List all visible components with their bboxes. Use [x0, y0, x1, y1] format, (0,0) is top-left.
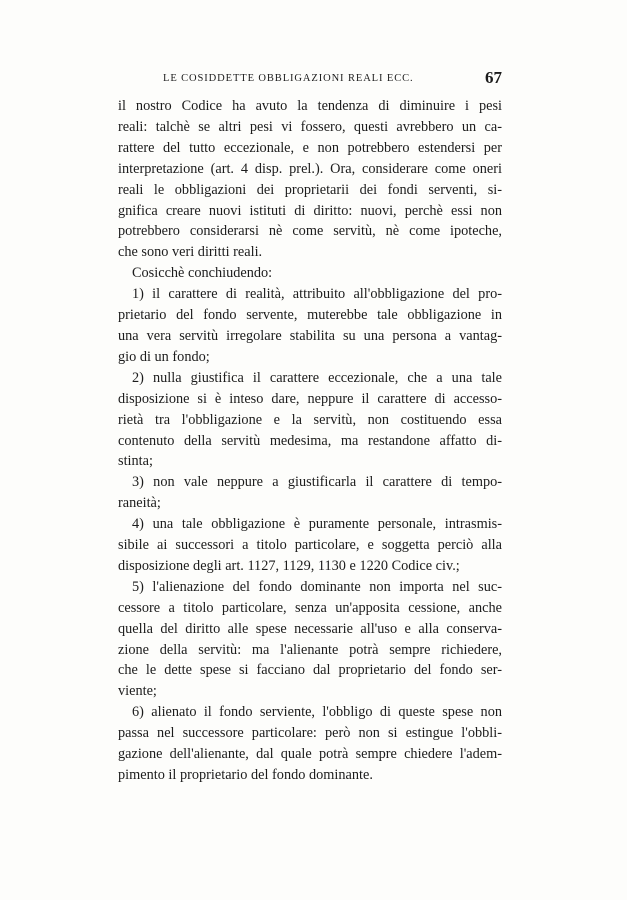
text-line: una vera servitù irregolare stabilita su una persona a vantag-: [118, 327, 502, 344]
text-line: 4) una tale obbligazione è puramente personale, intrasmis-: [132, 516, 502, 533]
text-line: gnifica creare nuovi istituti di diritto: nuovi, perchè essi non: [118, 202, 502, 219]
text-line: stinta;: [118, 453, 153, 470]
text-line: prietario del fondo servente, muterebbe tale obbligazione in: [118, 307, 502, 324]
page-number: 67: [485, 68, 502, 87]
text-line: 2) nulla giustifica il carattere eccezionale, che a una tale: [132, 369, 502, 386]
text-line: 1) il carattere di realità, attribuito all'obbligazione del pro-: [132, 286, 502, 303]
text-line: reali: talchè se altri pesi vi fossero, questi avrebbero un ca-: [118, 118, 502, 135]
text-line: rattere del tutto eccezionale, e non potrebbero estendersi per: [118, 139, 502, 156]
page-header: [118, 68, 502, 90]
text-line: quella del diritto alle spese necessarie all'uso e alla conserva-: [118, 620, 502, 637]
text-line: interpretazione (art. 4 disp. prel.). Ora, considerare come oneri: [118, 160, 502, 177]
text-line: contenuto della servitù medesima, ma restandone affatto di-: [118, 432, 502, 449]
running-title: LE COSIDDETTE OBBLIGAZIONI REALI ECC.: [163, 73, 414, 84]
text-line: 3) non vale neppure a giustificarla il carattere di tempo-: [132, 474, 502, 491]
text-line: gio di un fondo;: [118, 348, 210, 365]
text-line: Cosicchè conchiudendo:: [132, 265, 273, 282]
text-line: disposizione degli art. 1127, 1129, 1130 e 1220 Codice civ.;: [118, 557, 460, 574]
text-line: gazione dell'alienante, dal quale potrà sempre chiedere l'adem-: [118, 746, 502, 763]
text-line: cessore a titolo particolare, senza un'apposita cessione, anche: [118, 599, 502, 616]
text-line: raneità;: [118, 495, 161, 512]
text-line: sibile ai successori a titolo particolare, e soggetta perciò alla: [118, 537, 502, 554]
text-line: che le dette spese si facciano dal proprietario del fondo ser-: [118, 662, 502, 679]
text-line: zione della servitù: ma l'alienante potrà sempre richiedere,: [118, 641, 502, 658]
text-line: 6) alienato il fondo serviente, l'obbligo di queste spese non: [132, 704, 502, 721]
text-line: potrebbero considerarsi nè come servitù, nè come ipoteche,: [118, 223, 502, 240]
text-line: che sono veri diritti reali.: [118, 244, 263, 261]
text-line: viente;: [118, 683, 157, 700]
text-line: pimento il proprietario del fondo dominante.: [118, 767, 373, 783]
text-line: disposizione si è inteso dare, neppure il carattere di accesso-: [118, 390, 502, 407]
text-line: il nostro Codice ha avuto la tendenza di diminuire i pesi: [118, 98, 502, 114]
text-line: reali le obbligazioni dei proprietarii dei fondi serventi, si-: [118, 181, 502, 198]
body-text: [118, 96, 502, 786]
text-line: passa nel successore particolare: però non si estingue l'obbli-: [118, 725, 502, 742]
text-line: rietà tra l'obbligazione e la servitù, non costituendo essa: [118, 411, 502, 428]
text-line: 5) l'alienazione del fondo dominante non importa nel suc-: [132, 578, 502, 595]
